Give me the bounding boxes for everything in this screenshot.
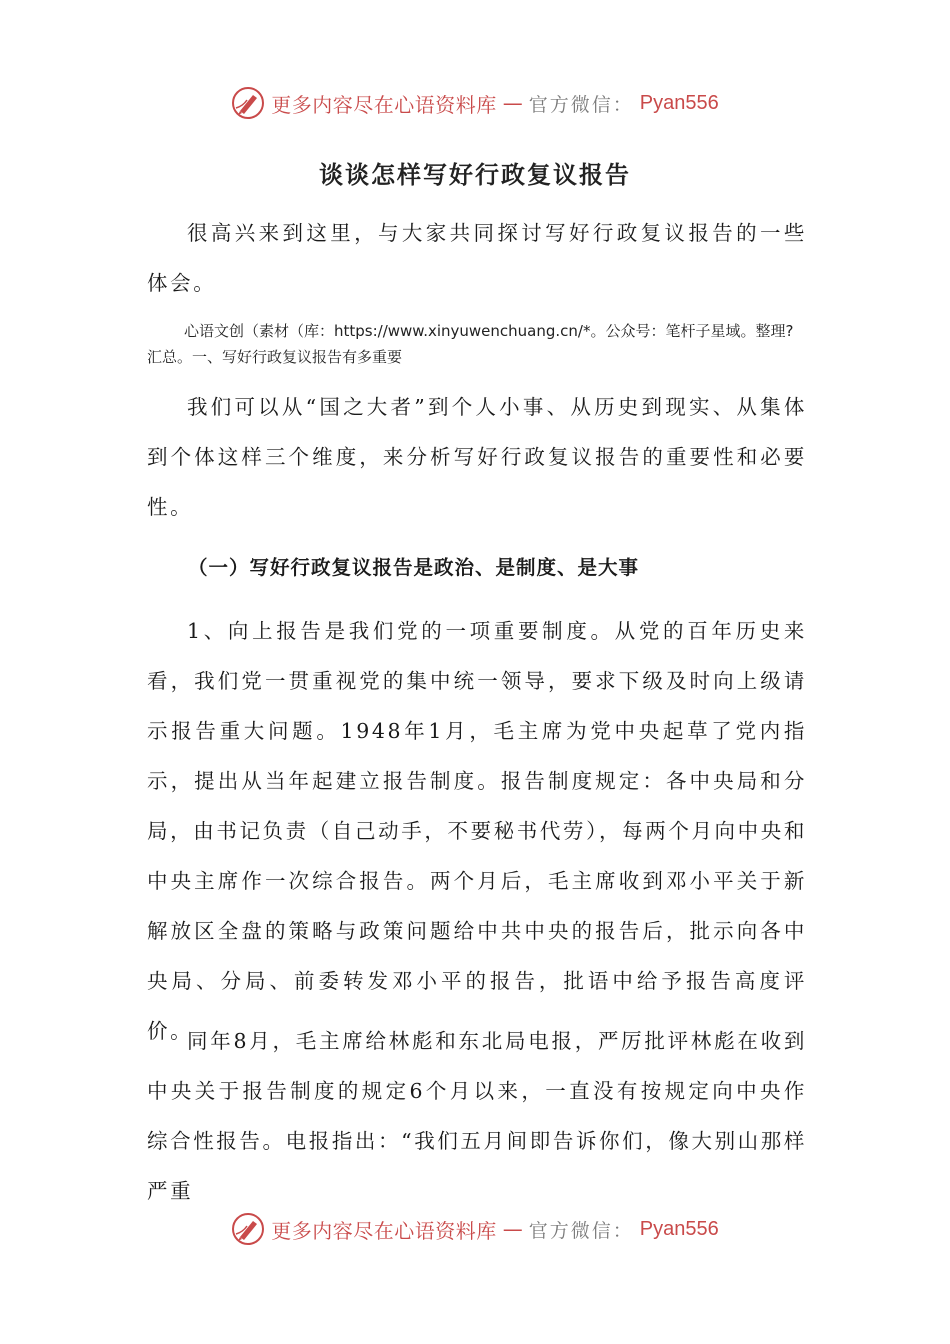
dimensions-paragraph: 我们可以从“国之大者”到个人小事、从历史到现实、从集体到个体这样三个维度，来分析写好行政复议报告的重要性和必要性。 bbox=[147, 395, 807, 519]
banner-dash: — bbox=[502, 1217, 523, 1241]
banner-dash: — bbox=[502, 91, 523, 115]
banner-wechat-id: Pyan556 bbox=[639, 91, 719, 114]
section-heading: （一）写好行政复议报告是政治、是制度、是大事 bbox=[188, 556, 640, 579]
banner-brand: 更多内容尽在心语资料库 bbox=[271, 92, 497, 117]
body-paragraph-1: 1、向上报告是我们党的一项重要制度。从党的百年历史来看，我们党一贯重视党的集中统一领导，要求下级及时向上级请示报告重大问题。1948年1月，毛主席为党中央起草了党内指示，提出从当年起建立报告制度。报告制度规定：各中央局和分局，由书记负责（自己动手，不要秘书代劳），每两个月向中央和中央主席作一次综合报告。两个月后，毛主席收到邓小平关于新解放区全盘的策略与政策问题给中共中央的报告后，批示向各中央局、分局、前委转发邓小平的报告，批语中给予报告高度评价。 bbox=[147, 619, 807, 1043]
banner-official-label: 官方微信： bbox=[528, 93, 634, 116]
footer-banner bbox=[0, 1212, 950, 1246]
pen-nib-icon bbox=[231, 1212, 265, 1246]
banner-brand: 更多内容尽在心语资料库 bbox=[271, 1218, 497, 1243]
body-paragraph-2: 同年8月，毛主席给林彪和东北局电报，严厉批评林彪在收到中央关于报告制度的规定6个月以来，一直没有按规定向中央作综合性报告。电报指出：“我们五月间即告诉你们，像大别山那样严重 bbox=[147, 1029, 807, 1203]
intro-paragraph: 很高兴来到这里，与大家共同探讨写好行政复议报告的一些体会。 bbox=[147, 221, 807, 295]
header-banner bbox=[0, 86, 950, 120]
document-title: 谈谈怎样写好行政复议报告 bbox=[319, 160, 631, 189]
banner-official-label: 官方微信： bbox=[528, 1219, 634, 1242]
banner-wechat-id: Pyan556 bbox=[639, 1217, 719, 1240]
source-note: 心语文创（素材（库：https://www.xinyuwenchuang.cn/*。公众号：笔杆子星域。整理?汇总。一、写好行政复议报告有多重要 bbox=[147, 322, 794, 366]
pen-nib-icon bbox=[231, 86, 265, 120]
